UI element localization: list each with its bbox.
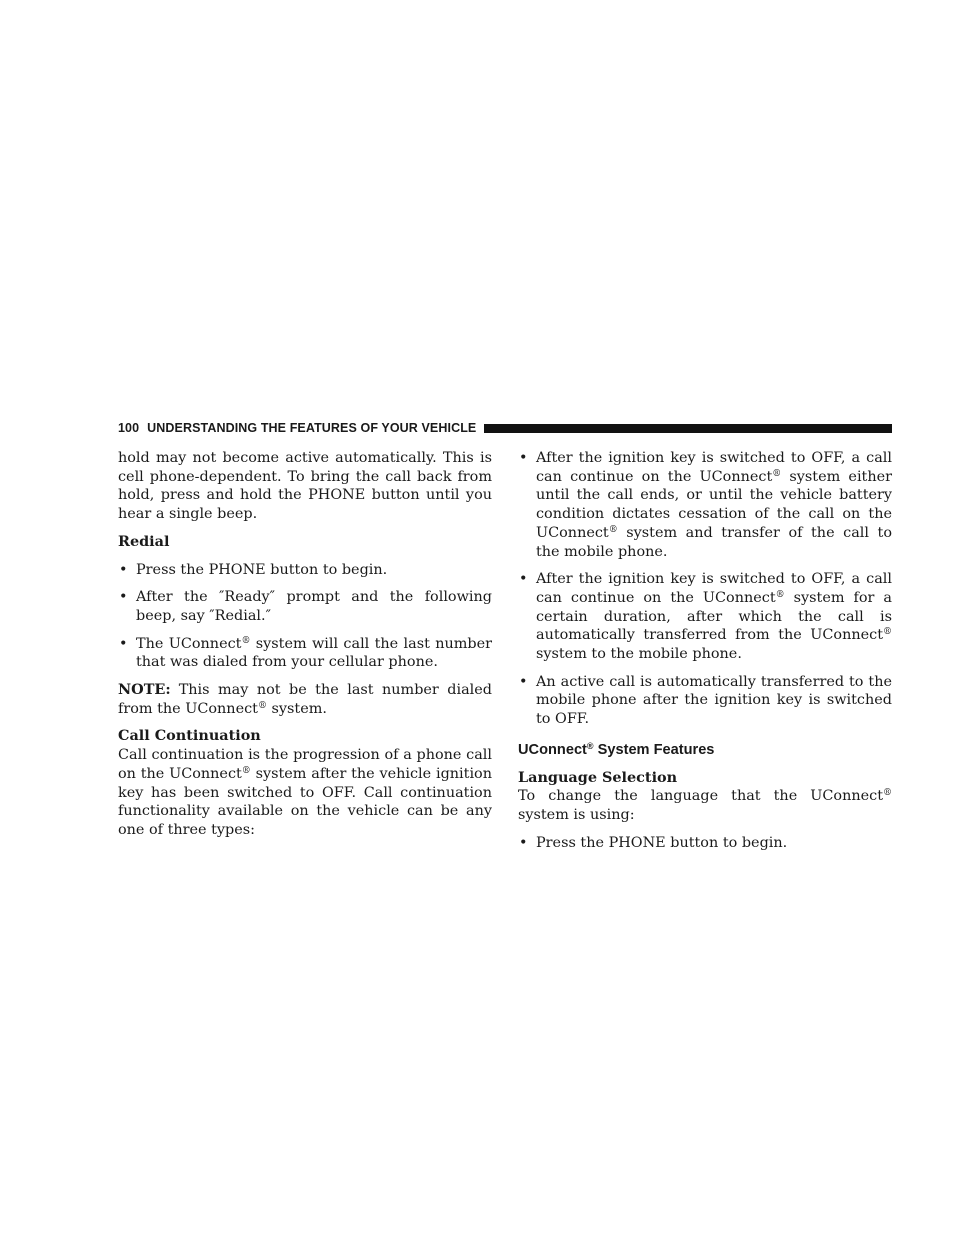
bullet-icon: •	[519, 571, 528, 588]
call-continuation-heading: Call Continuation	[118, 727, 261, 745]
list-item: • After the ″Ready″ prompt and the following beep, say ″Redial.″	[119, 589, 492, 624]
registered-mark: ®	[241, 765, 251, 776]
note-paragraph: NOTE: This may not be the last number dialed from the UConnect® system.	[118, 681, 492, 717]
header-rule	[484, 424, 892, 433]
registered-mark: ®	[772, 468, 782, 479]
page-header	[118, 419, 892, 437]
list-item: • After the ignition key is switched to OFF, a call can continue on the UConnect® system for a certain duration, after which the call is automatically transferred from the UConnect® system to the mobile phone.	[519, 571, 892, 663]
registered-mark: ®	[608, 524, 618, 535]
registered-mark: ®	[586, 740, 594, 751]
section-title: UNDERSTANDING THE FEATURES OF YOUR VEHICLE	[147, 421, 477, 435]
bullet-icon: •	[119, 589, 128, 606]
call-continuation-paragraph: Call continuation is the progression of a phone call on the UConnect® system after the vehicle ignition key has been switched to OFF. Call continuation functionality available on the vehicle can be any one of three types:	[118, 747, 492, 838]
list-item: • Press the PHONE button to begin.	[119, 561, 388, 578]
list-item: • An active call is automatically transferred to the mobile phone after the ignition key is switched to OFF.	[519, 673, 892, 728]
bullet-icon: •	[519, 834, 528, 851]
registered-mark: ®	[883, 627, 892, 638]
list-item: • The UConnect® system will call the last number that was dialed from your cellular phone.	[119, 635, 493, 671]
list-item: • After the ignition key is switched to OFF, a call can continue on the UConnect® system either until the call ends, or until the vehicle battery condition dictates cessation of the call on the UConnect® system and transfer of the call to the mobile phone.	[519, 450, 892, 560]
page-number: 100	[118, 421, 140, 435]
bullet-icon: •	[119, 561, 128, 578]
features-heading: UConnect® System Features	[518, 740, 715, 758]
redial-heading: Redial	[118, 532, 170, 550]
language-list	[518, 834, 892, 853]
running-header	[118, 421, 476, 435]
bullet-icon: •	[519, 450, 528, 466]
registered-mark: ®	[241, 635, 251, 646]
language-paragraph: To change the language that the UConnect® system is using:	[518, 788, 892, 823]
bullet-icon: •	[119, 635, 128, 652]
right-column	[518, 449, 892, 861]
language-selection-heading: Language Selection	[518, 768, 678, 786]
registered-mark: ®	[257, 700, 267, 711]
intro-paragraph: hold may not become active automatically. This is cell phone-dependent. To bring the call back from hold, press and hold the PHONE button until you hear a single beep.	[118, 450, 492, 523]
registered-mark: ®	[775, 589, 785, 600]
redial-list	[118, 561, 492, 673]
continuation-types-list	[518, 449, 892, 729]
registered-mark: ®	[883, 788, 892, 799]
left-column	[118, 449, 492, 849]
note-label: NOTE:	[118, 681, 171, 699]
list-item: • Press the PHONE button to begin.	[519, 834, 788, 851]
bullet-icon: •	[519, 673, 528, 690]
